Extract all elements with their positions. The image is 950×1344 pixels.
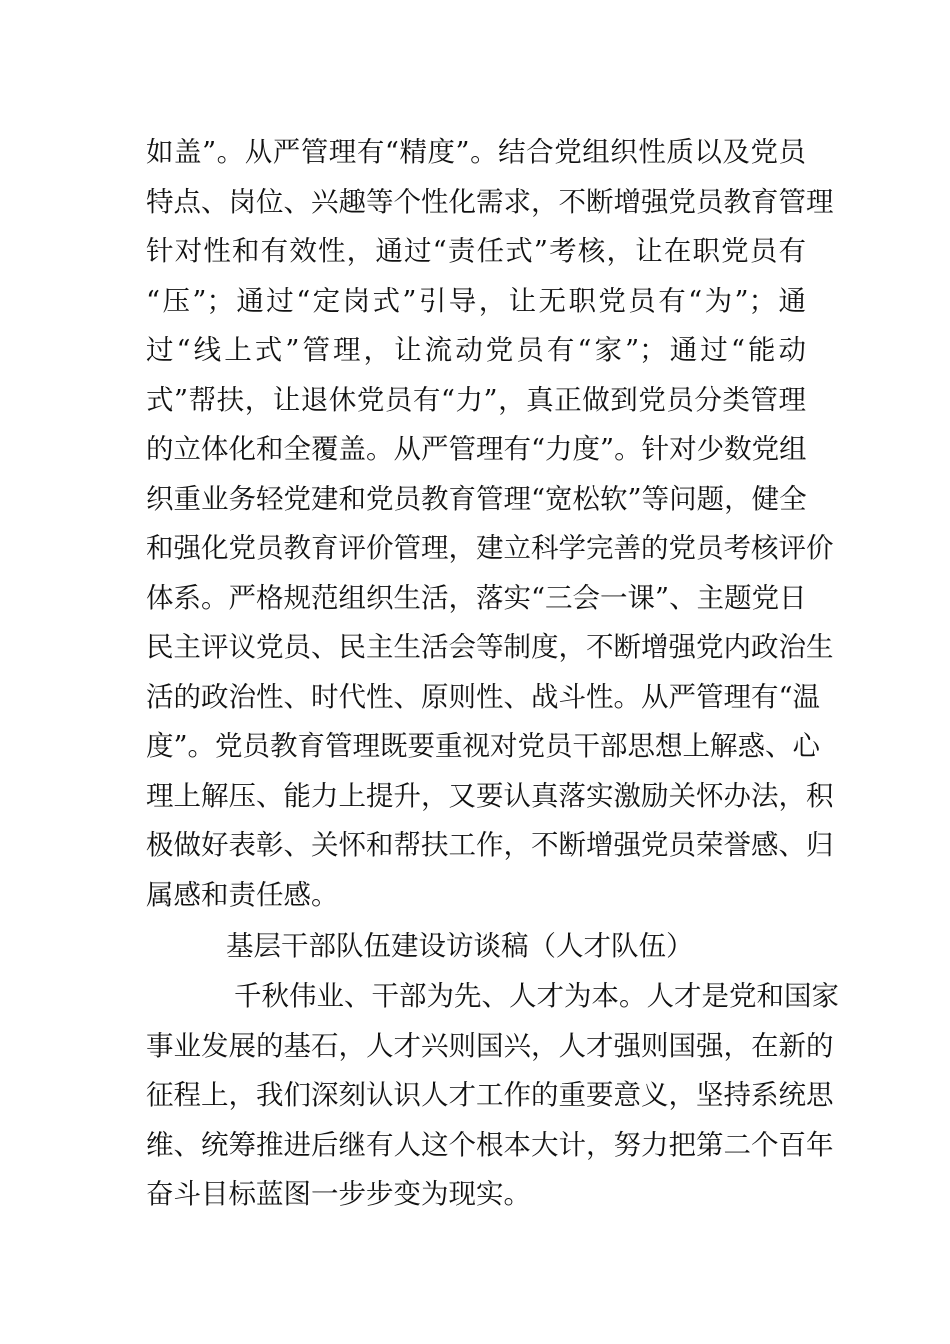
text-line: 如盖”。从严管理有“精度”。结合党组织性质以及党员 [146, 136, 806, 168]
text-line: 的立体化和全覆盖。从严管理有“力度”。针对少数党组 [146, 433, 807, 465]
text-line: 千秋伟业、干部为先、人才为本。人才是党和国家 [234, 980, 839, 1012]
text-line: 活的政治性、时代性、原则性、战斗性。从严管理有“温 [146, 680, 821, 713]
text-line: 过“线上式”管理，让流动党员有“家”；通过“能动 [146, 334, 806, 366]
paragraph-party-management [146, 128, 834, 920]
text-line: 和强化党员教育评价管理，建立科学完善的党员考核评价 [146, 532, 834, 564]
text-line: 体系。严格规范组织生活，落实“三会一课”、主题党日 [146, 581, 807, 614]
text-line: 针对性和有效性，通过“责任式”考核，让在职党员有 [146, 235, 806, 267]
section-heading: 基层干部队伍建设访谈稿（人才队伍） [226, 930, 694, 962]
text-line: 特点、岗位、兴趣等个性化需求，不断增强党员教育管理 [146, 185, 834, 218]
text-line: 织重业务轻党建和党员教育管理“宽松软”等问题，健全 [146, 482, 807, 515]
text-line: “压”；通过“定岗式”引导，让无职党员有“为”；通 [146, 284, 806, 317]
text-line: 民主评议党员、民主生活会等制度，不断增强党内政治生 [146, 631, 834, 663]
paragraph-talent-team [146, 972, 839, 1220]
text-line: 事业发展的基石，人才兴则国兴，人才强则国强，在新的 [146, 1029, 834, 1062]
document-body [146, 128, 839, 1220]
text-line: 度”。党员教育管理既要重视对党员干部思想上解惑、心 [146, 730, 821, 762]
text-line: 理上解压、能力上提升，又要认真落实激励关怀办法，积 [146, 779, 834, 812]
text-line: 属感和责任感。 [146, 878, 339, 911]
text-line: 极做好表彰、关怀和帮扶工作，不断增强党员荣誉感、归 [146, 829, 834, 861]
text-line: 维、统筹推进后继有人这个根本大计，努力把第二个百年 [146, 1128, 834, 1161]
text-line: 征程上，我们深刻认识人才工作的重要意义，坚持系统思 [146, 1079, 834, 1111]
text-line: 式”帮扶，让退休党员有“力”，真正做到党员分类管理 [146, 383, 806, 416]
text-line: 奋斗目标蓝图一步步变为现实。 [146, 1178, 531, 1210]
